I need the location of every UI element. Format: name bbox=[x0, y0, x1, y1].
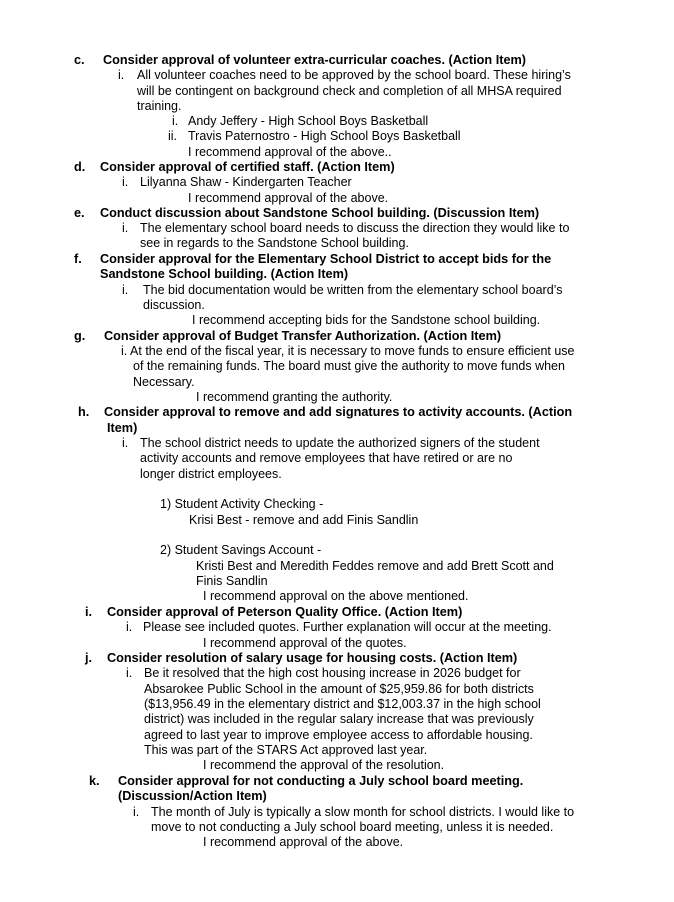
item-j-text-line: Absarokee Public School in the amount of $25,959.86 for both districts bbox=[144, 682, 534, 696]
item-k-i-num: i. bbox=[133, 805, 140, 819]
account-change: Kristi Best and Meredith Feddes remove and add Brett Scott and bbox=[196, 559, 554, 573]
sub-item-num: i. bbox=[172, 114, 179, 128]
item-e-text-line: The elementary school board needs to discuss the direction they would like to bbox=[140, 221, 570, 235]
item-f-text-line: The bid documentation would be written from the elementary school board’s bbox=[143, 283, 563, 297]
item-g-text-line: of the remaining funds. The board must give the authority to move funds when bbox=[133, 359, 565, 373]
item-e-i-num: i. bbox=[122, 221, 129, 235]
item-h-text-line: The school district needs to update the authorized signers of the student bbox=[140, 436, 540, 450]
recommendation: I recommend approval of the above. bbox=[188, 191, 389, 205]
item-c-title: Consider approval of volunteer extra-curricular coaches. (Action Item) bbox=[103, 53, 527, 67]
item-h-letter: h. bbox=[78, 405, 90, 419]
item-i-title: Consider approval of Peterson Quality Office. (Action Item) bbox=[107, 605, 463, 619]
item-i-i-num: i. bbox=[126, 620, 133, 634]
item-h-i-num: i. bbox=[122, 436, 129, 450]
item-j-letter: j. bbox=[85, 651, 93, 665]
item-j-i-num: i. bbox=[126, 666, 133, 680]
account-label: 1) Student Activity Checking - bbox=[160, 497, 324, 511]
item-d-title: Consider approval of certified staff. (Action Item) bbox=[100, 160, 395, 174]
item-e-title: Conduct discussion about Sandstone School building. (Discussion Item) bbox=[100, 206, 540, 220]
item-c-letter: c. bbox=[74, 53, 85, 67]
item-f-title: Sandstone School building. (Action Item) bbox=[100, 267, 349, 281]
item-c-text-line: will be contingent on background check and completion of all MHSA required bbox=[137, 84, 562, 98]
recommendation: I recommend approval of the above. bbox=[203, 835, 404, 849]
item-e-letter: e. bbox=[74, 206, 85, 220]
item-k-text-line: move to not conducting a July school board meeting, unless it is needed. bbox=[151, 820, 554, 834]
item-c-text-line: training. bbox=[137, 99, 182, 113]
item-e-text-line: see in regards to the Sandstone School building. bbox=[140, 236, 409, 250]
item-d-text-line: Lilyanna Shaw - Kindergarten Teacher bbox=[140, 175, 352, 189]
account-change: Finis Sandlin bbox=[196, 574, 268, 588]
item-j-title: Consider resolution of salary usage for housing costs. (Action Item) bbox=[107, 651, 518, 665]
item-i-letter: i. bbox=[85, 605, 93, 619]
sub-item-text: Travis Paternostro - High School Boys Basketball bbox=[188, 129, 461, 143]
recommendation: I recommend approval of the quotes. bbox=[203, 636, 407, 650]
item-c-i-num: i. bbox=[118, 68, 125, 82]
account-change: Krisi Best - remove and add Finis Sandlin bbox=[189, 513, 419, 527]
item-j-text-line: This was part of the STARS Act approved last year. bbox=[144, 743, 428, 757]
item-g-text-line: Necessary. bbox=[133, 375, 195, 389]
recommendation: I recommend granting the authority. bbox=[196, 390, 393, 404]
item-k-title: Consider approval for not conducting a July school board meeting. bbox=[118, 774, 524, 788]
sub-item-text: Andy Jeffery - High School Boys Basketball bbox=[188, 114, 429, 128]
item-k-title: (Discussion/Action Item) bbox=[118, 789, 267, 803]
account-label: 2) Student Savings Account - bbox=[160, 543, 322, 557]
item-g-letter: g. bbox=[74, 329, 86, 343]
item-g-title: Consider approval of Budget Transfer Authorization. (Action Item) bbox=[104, 329, 502, 343]
item-f-text-line: discussion. bbox=[143, 298, 205, 312]
item-d-i-num: i. bbox=[122, 175, 129, 189]
item-j-text-line: agreed to last year to improve employee access to affordable housing. bbox=[144, 728, 533, 742]
item-h-title: Consider approval to remove and add signatures to activity accounts. (Action bbox=[104, 405, 573, 419]
item-j-text-line: ($13,956.49 in the elementary district and $12,003.37 in the high school bbox=[144, 697, 541, 711]
item-g-text-line: i. At the end of the fiscal year, it is necessary to move funds to ensure efficient use bbox=[121, 344, 575, 358]
recommendation: I recommend approval on the above mentioned. bbox=[203, 589, 469, 603]
item-f-letter: f. bbox=[74, 252, 82, 266]
recommendation: I recommend accepting bids for the Sandstone school building. bbox=[192, 313, 541, 327]
recommendation: I recommend approval of the above.. bbox=[188, 145, 392, 159]
item-h-text-line: activity accounts and remove employees that have retired or are no bbox=[140, 451, 513, 465]
item-j-text-line: Be it resolved that the high cost housing increase in 2026 budget for bbox=[144, 666, 521, 680]
recommendation: I recommend the approval of the resolution. bbox=[203, 758, 445, 772]
item-h-text-line: longer district employees. bbox=[140, 467, 282, 481]
item-i-text-line: Please see included quotes. Further explanation will occur at the meeting. bbox=[143, 620, 552, 634]
item-k-letter: k. bbox=[89, 774, 100, 788]
item-k-text-line: The month of July is typically a slow month for school districts. I would like to bbox=[151, 805, 575, 819]
item-d-letter: d. bbox=[74, 160, 86, 174]
item-h-title: Item) bbox=[107, 421, 138, 435]
sub-item-num: ii. bbox=[168, 129, 178, 143]
item-f-title: Consider approval for the Elementary School District to accept bids for the bbox=[100, 252, 552, 266]
item-f-i-num: i. bbox=[122, 283, 129, 297]
item-j-text-line: district) was included in the regular salary increase that was previously bbox=[144, 712, 534, 726]
item-c-text-line: All volunteer coaches need to be approved by the school board. These hiring’s bbox=[137, 68, 571, 82]
